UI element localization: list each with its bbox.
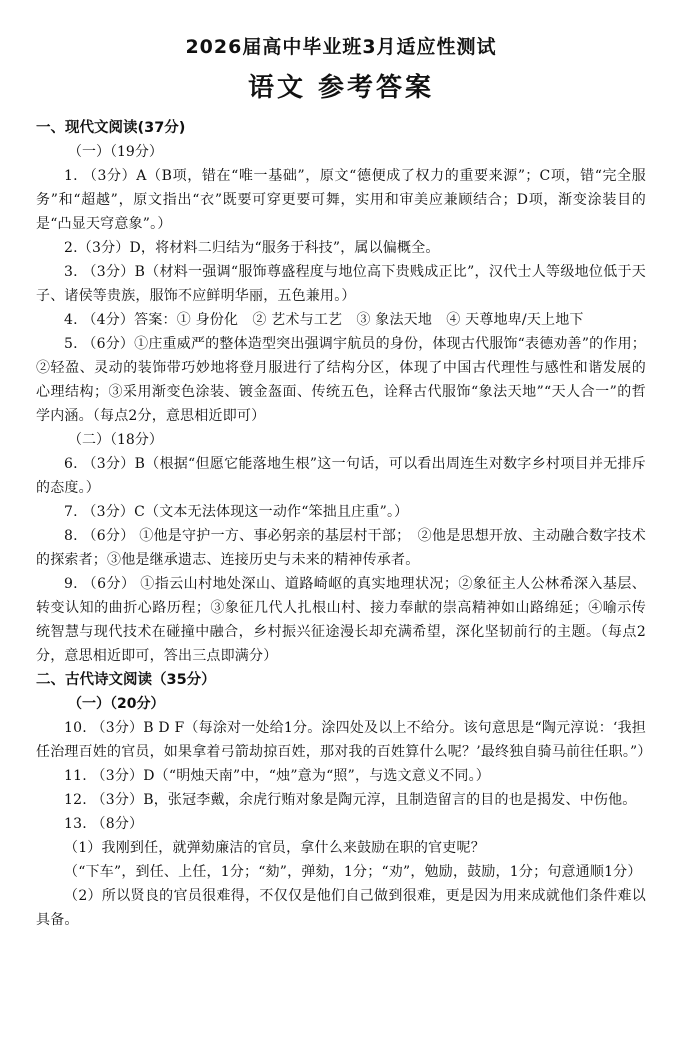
section-heading-modern-reading: 一、现代文阅读(37分) (36, 120, 186, 136)
answer-q10: 10. （3分）B D F（每涂对一处给1分。涂四处及以上不给分。该句意思是“陶元淳说：‘我担任治理百姓的官员，如果拿着弓箭劫掠百姓，那对我的百姓算什么呢？’最终独自骑马前往任职。”） (36, 720, 652, 760)
part-heading-3: （一）（20分） (68, 696, 165, 712)
answer-q5: 5. （6分）①庄重威严的整体造型突出强调宇航员的身份，体现古代服饰“表德劝善”的作用；②轻盈、灵动的装饰带巧妙地将登月服进行了结构分区，体现了中国古代理性与感性和谐发展的心理结构；③采用渐变色涂装、镀金盔面、传统五色，诠释古代服饰“象法天地”“天人合一”的哲学内涵。（每点2分，意思相近即可） (36, 336, 646, 424)
answer-q1: 1. （3分）A（B项，错在“唯一基础”，原文“德便成了权力的重要来源”；C项，错“完全服务”和“超越”，原文指出“衣”既要可穿更要可舞，实用和审美应兼顾结合；D项，渐变涂装目的是“凸显天穹意象”。） (36, 168, 646, 232)
answer-q3: 3. （3分）B（材料一强调“服饰尊盛程度与地位高下贵贱成正比”，汉代士人等级地位低于天子、诸侯等贵族，服饰不应鲜明华丽，五色兼用。） (36, 264, 646, 304)
answer-q2: 2.（3分）D，将材料二归结为“服务于科技”，属以偏概全。 (64, 240, 440, 256)
answer-q13-1: （1）我刚到任，就弹劾廉洁的官员，拿什么来鼓励在职的官吏呢？ (64, 840, 485, 856)
part-heading-2: （二）（18分） (68, 432, 163, 448)
answer-q11: 11. （3分）D（“明烛天南”中，“烛”意为“照”，与选文意义不同。） (64, 768, 490, 784)
answer-q9: 9. （6分） ①指云山村地处深山、道路崎岖的真实地理状况；②象征主人公林希深入基层、转变认知的曲折心路历程；③象征几代人扎根山村、接力奉献的崇高精神如山路绵延；④喻示传统智慧与现代技术在碰撞中融合，乡村振兴征途漫长却充满希望，深化坚韧前行的主题。（每点2分，意思相近即可，答出三点即满分） (36, 576, 646, 664)
answer-q12: 12. （3分）B，张冠李戴，余虎行贿对象是陶元淳，且制造留言的目的也是揭发、中伤他。 (64, 792, 637, 808)
answer-q6: 6. （3分）B（根据“但愿它能落地生根”这一句话，可以看出周连生对数字乡村项目并无排斥的态度。） (36, 456, 646, 496)
answer-q13-1-scoring: （“下车”，到任、上任，1分；“劾”，弹劾，1分；“劝”，勉励，鼓励，1分；句意通顺1分） (64, 864, 642, 880)
answer-q8: 8. （6分） ①他是守护一方、事必躬亲的基层村干部； ②他是思想开放、主动融合数字技术的探索者；③他是继承遗志、连接历史与未来的精神传承者。 (36, 528, 646, 568)
section-heading-classical-reading: 二、古代诗文阅读（35分） (36, 672, 216, 688)
answer-key-label: 参考答案 (318, 73, 435, 103)
answer-q13: 13. （8分） (64, 816, 144, 832)
answer-q4: 4. （4分）答案：① 身份化 ② 艺术与工艺 ③ 象法天地 ④ 天尊地卑/天上地下 (64, 312, 584, 328)
answer-q7: 7. （3分）C（文本无法体现这一动作“笨拙且庄重”。） (64, 504, 409, 520)
answer-q13-2: （2）所以贤良的官员很难得，不仅仅是他们自己做到很难，更是因为用来成就他们条件难以具备。 (36, 888, 646, 928)
subject-label: 语文 (247, 73, 306, 103)
part-heading-1: （一）（19分） (68, 144, 163, 160)
exam-title: 2026届高中毕业班3月适应性测试 (185, 36, 497, 58)
document-title (36, 72, 646, 104)
